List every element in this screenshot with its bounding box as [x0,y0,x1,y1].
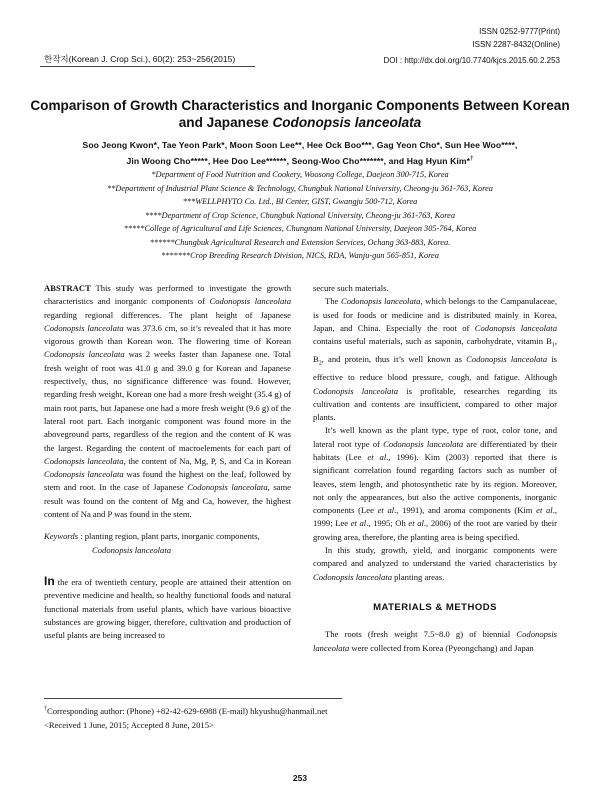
footnote [44,702,564,732]
methods-paragraph: The roots (fresh weight 7.5~8.0 g) of biennial Codonopsis lanceolata were collected from Korea (Pyeongchang) and Japan [313,629,557,653]
left-column [44,282,291,642]
affiliation: ****Department of Crop Science, Chungbuk National University, Cheong-ju 361-763, Korea [144,210,456,220]
affiliation: *****College of Agricultural and Life Sciences, Chungnam National University, Daejeon 305-764, Korea [123,224,477,233]
issn-print: ISSN 0252-9777(Print) [479,27,560,36]
intro-initial: In [44,573,55,588]
intro-paragraph-3: It’s well known as the plant type, type of root, color tone, and lateral root type of Codonopsis lanceolata are differentiated by their habitats (Lee et al., 1996). Kim (2003) reported that there is significant correlation found regarding factors such as number of leaves, stem length, and photosynthetic rate by its region. Moreover, not only the appearances, but also the active components, inorganic components (Lee et al., 1991), and aroma components (Kim et al., 1999; Lee et al., 1995; Oh et al., 2006) of the root are varied by their growing area, therefore, the planting area is being specified. [313,425,557,542]
title-prefix: and Japanese [178,115,273,130]
keywords-species: Codonopsis lanceolata [92,544,172,555]
page-number: 253 [292,773,308,783]
section-heading: MATERIALS & METHODS [373,601,497,613]
title-line-2 [20,114,580,131]
title-line-1: Comparison of Growth Characteristics and Inorganic Components Between Korean [30,98,570,113]
affiliation: **Department of Industrial Plant Science & Technology, Chungbuk National University, Cheong-ju 361-763, Korea [107,183,493,193]
corresponding-author: †Corresponding author: (Phone) +82-42-629-6988 (E-mail) hkyushu@hanmail.net [44,705,328,716]
abstract-label: ABSTRACT [44,283,91,293]
doi-link[interactable]: DOI : http://dx.doi.org/10.7740/kjcs.2015.60.2.253 [383,56,560,65]
intro-paragraph: In the era of twentieth century, people are attained their attention on preventive medicine and health, so healthy functional foods and natural functional materials from useful plants, which have various bioactive substances are growing bigger, therefore, cultivation and production of useful plants are being increased to [44,573,291,641]
authors-line-1: Soo Jeong Kwon*, Tae Yeon Park*, Moon Soon Lee**, Hee Ock Boo***, Gag Yeon Cho*, Sun Hee Woo****, [82,140,518,150]
keywords-text: : planting region, plant parts, inorganic components, [78,531,260,542]
author-list [20,138,580,168]
intro-paragraph-2: The Codonopsis lanceolata, which belongs to the Campanulaceae, is used for foods or medicine and is distributed mainly in Korea, Japan, and China. Especially the root of Codonopsis lanceolata contains useful materials, such as saponin, carbohydrate, vitamin $B_1$, $B_2$, and protein, thus it’s well known as Codonopsis lanceolata is effective to reduce blood pressure, cough, and fatigue. Although Codonopsis lanceolata is profitable, researches regarding its cultivation and contents are insufficient, compared to other major plants. [313,296,558,423]
footnote-rule [44,698,342,699]
journal-citation: 한작지(Korean J. Crop Sci.), 60(2): 253~256(2015) [44,54,236,64]
keywords [44,530,291,543]
received-dates: <Received 1 June, 2015; Accepted 8 June, 2015> [44,719,214,730]
affiliation: *******Crop Breeding Research Division, NICS, RDA, Wanju-gun 565-851, Korea [161,251,439,260]
header-rule [40,66,255,67]
abstract-paragraph: ABSTRACT This study was performed to investigate the growth characteristics and inorganic components of Codonopsis lanceolata regarding regional differences. The plant height of Japanese Codonopsis lanceolata was 373.6 cm, so it’s revealed that it has more vigorous growth than Korean won. The flowering time of Korean Codonopsis lanceolata was 2 weeks faster than Japanese one. Total fresh weight of root was 41.0 g and 39.0 g for Korean and Japanese respectively, thus, no significance difference was found. However, regarding fresh weight, Korean one had a more fresh weight (35.4 g) of main root parts, but Japanese one had a more fresh weight (9.6 g) of the lateral root part. Each inorganic component was found more in the aboveground parts, regardless of the region and the content of K was the largest. Regarding the content of macroelements for each part of Codonopsis lanceolata, the content of Na, Mg, P, S, and Ca in Korean Codonopsis lanceolata was found the highest on the leaf, followed by stem and root. In the case of Japanese Codonopsis lanceolata, same result was found on the content of Mg and Ca, however, the highest content of Na and P was found in the stem. [44,283,292,520]
title-species: Codonopsis lanceolata [272,115,422,130]
keywords-label: Keywords [44,531,79,542]
issn-online: ISSN 2287-8432(Online) [472,40,560,49]
intro-continuation: secure such materials. [313,283,389,293]
affiliation: ******Chungbuk Agricultural Research and Extension Services, Ochang 363-883, Korea. [149,237,451,247]
affiliation: ***WELLPHYTO Co. Ltd., BI Center, GIST, Gwangju 500-712, Korea [182,197,418,206]
corresponding-dagger: † [470,156,474,162]
authors-line-2-text: Jin Woong Cho*****, Hee Doo Lee******, Seong-Woo Cho*******, and Hag Hyun Kim* [126,155,471,166]
right-column [313,282,557,655]
authors-line-2 [20,152,580,168]
intro-paragraph-4: In this study, growth, yield, and inorganic components were compared and analyzed to understand the varied characteristics by Codonopsis lanceolata planting areas. [313,545,557,582]
paper-title [20,97,580,131]
affiliations [10,168,590,263]
affiliation: *Department of Food Nutrition and Cookery, Woosong College, Daejeon 300-715, Korea [151,170,449,179]
